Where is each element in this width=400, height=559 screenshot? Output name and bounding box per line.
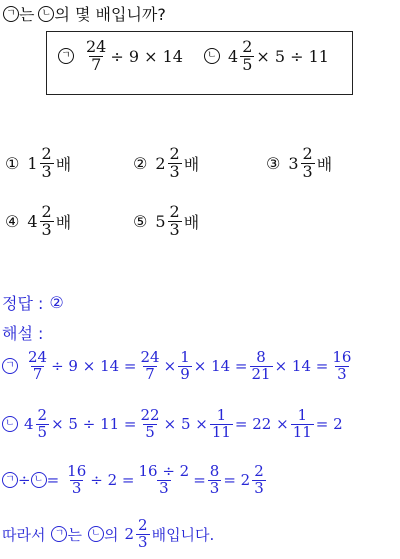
fraction: $\frac{8}{21}$ xyxy=(251,348,271,383)
marker-nieun: ㄴ xyxy=(2,416,18,432)
fraction: $\frac{2}{3}$ xyxy=(254,462,264,497)
fraction: $\frac{2}{3}$ xyxy=(169,202,180,239)
fraction: $\frac{2}{3}$ xyxy=(138,516,148,551)
marker-giyeok: ㄱ xyxy=(3,6,19,22)
expression-a-rest: ÷ 9 × 14 xyxy=(110,46,183,66)
answer-value: ② xyxy=(49,293,64,312)
explanation-line-1: ㄱ $\frac{24}{7}$ ÷ 9 × 14 = $\frac{24}{7}$ × $\frac{1}{9}$ × 14 = $\frac{8}{21}$ × 14 = $\frac{16}{3}$ xyxy=(2,350,355,383)
explanation-line-2: ㄴ 4 $\frac{2}{5}$ × 5 ÷ 11 = $\frac{22}{5}$ × 5 × $\frac{1}{11}$ = 22 × $\frac{1}{11}$ = 2 xyxy=(2,408,343,441)
fraction: $\frac{2}{5}$ xyxy=(37,406,48,441)
marker-giyeok: ㄱ xyxy=(58,48,74,64)
explanation-label: 해설 : xyxy=(2,324,44,343)
explanation-line-3: ㄱ ÷ ㄴ = $\frac{16}{3}$ ÷ 2 = $\frac{16 \div 2}{3}$ = $\frac{8}{3}$ = 2 $\frac{2}{3}$ xyxy=(2,464,268,497)
fraction: $\frac{16}{3}$ xyxy=(332,348,352,383)
marker-giyeok: ㄱ xyxy=(2,358,18,374)
question-text: 의 몇 배입니까? xyxy=(54,5,166,24)
expression-a xyxy=(58,39,183,74)
marker-nieun: ㄴ xyxy=(38,6,54,22)
expression-b-rest: × 5 ÷ 11 xyxy=(256,46,329,66)
marker-nieun: ㄴ xyxy=(31,472,47,488)
choice-3[interactable]: ③ 3 $\frac{2}{3}$ 배 xyxy=(266,144,333,181)
fraction: $\frac{1}{9}$ xyxy=(180,348,190,383)
fraction: $\frac{8}{3}$ xyxy=(209,462,220,497)
marker-giyeok: ㄱ xyxy=(2,472,18,488)
fraction: $\frac{16}{3}$ xyxy=(67,462,87,497)
choice-1[interactable]: ① 1 $\frac{2}{3}$ 배 xyxy=(5,144,72,181)
choice-5[interactable]: ⑤ 5 $\frac{2}{3}$ 배 xyxy=(133,202,200,239)
question-line xyxy=(3,2,166,25)
answer-label: 정답 : xyxy=(2,294,44,313)
fraction: $\frac{2}{3}$ xyxy=(41,144,52,181)
marker-giyeok: ㄱ xyxy=(51,526,67,542)
fraction: $\frac{1}{11}$ xyxy=(292,406,312,441)
fraction: $\frac{2}{5}$ xyxy=(242,37,253,74)
fraction: $\frac{2}{3}$ xyxy=(41,202,52,239)
fraction: $\frac{24}{7}$ xyxy=(140,348,160,383)
fraction: $\frac{24}{7}$ xyxy=(86,37,107,74)
question-particle-1: 는 xyxy=(19,5,35,24)
fraction: $\frac{1}{11}$ xyxy=(211,406,231,441)
expression-b: ㄴ 4 $\frac{2}{5}$ × 5 ÷ 11 xyxy=(204,39,329,74)
marker-nieun: ㄴ xyxy=(204,48,220,64)
fraction: $\frac{22}{5}$ xyxy=(140,406,160,441)
choice-4[interactable]: ④ 4 $\frac{2}{3}$ 배 xyxy=(5,202,72,239)
marker-nieun: ㄴ xyxy=(88,526,104,542)
fraction: $\frac{2}{3}$ xyxy=(302,144,313,181)
fraction: $\frac{2}{3}$ xyxy=(169,144,180,181)
conclusion-line: 따라서 ㄱ 는 ㄴ 의 2 $\frac{2}{3}$ 배입니다. xyxy=(2,516,215,551)
fraction: $\frac{24}{7}$ xyxy=(28,348,48,383)
choice-2[interactable]: ② 2 $\frac{2}{3}$ 배 xyxy=(133,144,200,181)
fraction: $\frac{16 \div 2}{3}$ xyxy=(138,462,190,497)
answer-line xyxy=(2,291,64,314)
